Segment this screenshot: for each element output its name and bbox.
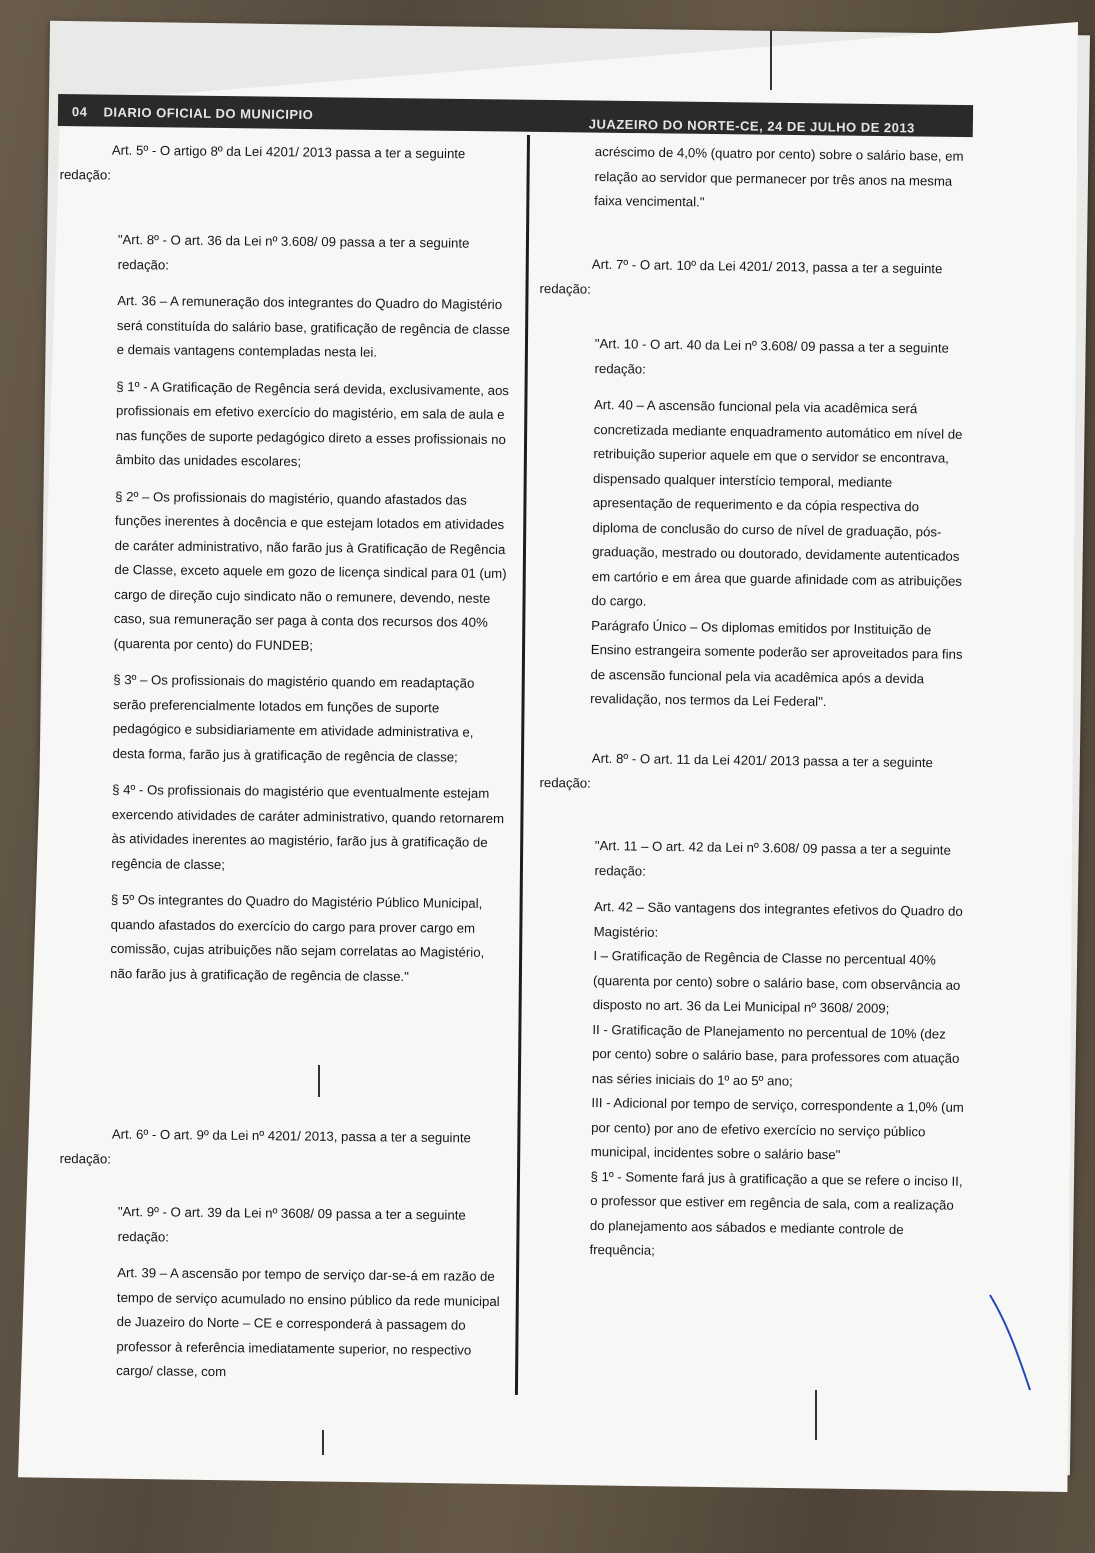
right-column-art39-cont xyxy=(594,140,970,218)
art36-paragraph-4: § 4º - Os profissionais do magistério que eventualmente estejam exercendo atividades de caráter administrativo, quando retornarem às atividades inerentes ao magistério, farão jus à gratificação de regência de classe; xyxy=(111,781,505,872)
location-date: JUAZEIRO DO NORTE-CE, 24 DE JULHO DE 2013 xyxy=(588,116,915,136)
paragraph-art5-intro: Art. 5º - O artigo 8º da Lei 4201/ 2013 passa a ter a seguinte redação: xyxy=(59,142,466,183)
art36-paragraph-5: § 5º Os integrantes do Quadro do Magistério Público Municipal, quando afastados do exercício do cargo para prover cargo em comissão, cujas atribuições não sejam correlatas ao Magistério, não farão jus à gratificação de regência de classe." xyxy=(110,891,485,984)
quote-art9-head: "Art. 9º - O art. 39 da Lei nº 3608/ 09 passa a ter a seguinte redação: xyxy=(117,1203,466,1245)
art40-sole-paragraph: Parágrafo Único – Os diplomas emitidos por Instituição de Ensino estrangeira somente poderão ser aproveitados para fins de ascensão funcional pela via acadêmica após a devida revalidação, nos termos da Lei Federal". xyxy=(590,617,963,710)
art36-paragraph-1: § 1º - A Gratificação de Regência será devida, exclusivamente, aos profissionais em efetivo exercício do magistério, em sala de aula e nas funções de suporte pedagógico direto a esses profissionais no âmbito das unidades escolares; xyxy=(115,378,510,469)
art39-continuation: acréscimo de 4,0% (quatro por cento) sobre o salário base, em relação ao servidor que permanecer por três anos na mesma faixa vencimental." xyxy=(594,143,964,210)
art40-caput: Art. 40 – A ascensão funcional pela via acadêmica será concretizada mediante enquadramento automático em nível de retribuição superior aquele em que o servidor se encontrava, dispensado qualquer interstício temporal, mediante apresentação de requerimento e da cópia respectiva do diploma de conclusão do curso de nível de graduação, pós-graduação, mestrado ou doutorado, devidamente autenticados em cartório e em área que guarde afinidade com as atribuições do cargo. xyxy=(591,396,963,609)
quote-art8-head: "Art. 8º - O art. 36 da Lei nº 3.608/ 09 passa a ter a seguinte redação: xyxy=(117,231,470,273)
right-column-art8 xyxy=(539,746,970,801)
quote-art11-head: "Art. 11 – O art. 42 da Lei nº 3.608/ 09 passa a ter a seguinte redação: xyxy=(594,837,951,879)
art42-caput: Art. 42 – São vantagens dos integrantes efetivos do Quadro do Magistério: xyxy=(593,898,963,940)
bleed-through-mark xyxy=(770,30,772,90)
art36-paragraph-3: § 3º – Os profissionais do magistério quando em readaptação serão preferencialmente lotados em funções de suporte pedagógico e subsidiariamente em atividade administrativa e, desta forma, farão jus à gratificação de regência de classe; xyxy=(112,671,475,765)
art36-paragraph-2: § 2º – Os profissionais do magistério, quando afastados das funções inerentes à docência e que estejam lotados em atividades de caráter administrativo, não farão jus à Gratificação de Regência de Classe, exceto aquele em gozo de licença sindical para 01 (um) cargo de direção cujo sindicato não o remunere, devendo, neste caso, sua remuneração ser paga à conta dos recursos dos 40% (quarenta por cento) do FUNDEB; xyxy=(113,488,507,653)
left-column-art6 xyxy=(59,1122,514,1176)
quote-art10-head: "Art. 10 - O art. 40 da Lei nº 3.608/ 09 passa a ter a seguinte redação: xyxy=(594,335,949,377)
left-column-quote xyxy=(110,228,513,990)
right-column-art7 xyxy=(539,252,970,307)
art42-item-i: I – Gratificação de Regência de Classe no percentual 40% (quarenta por cento) sobre o salário base, com observância ao disposto no art. 36 da Lei Municipal nº 3608/ 2009; xyxy=(592,947,961,1016)
art42-item-ii: II - Gratificação de Planejamento no percentual de 10% (dez por cento) sobre o salário base, para professores com atuação nas séries iniciais do 1º ao 5º ano; xyxy=(591,1021,960,1089)
art42-paragraph-1: § 1º - Somente fará jus à gratificação a que se refere o inciso II, o professor que estiver em regência de sala, com a realização do planejamento aos sábados e mediante controle de frequência; xyxy=(589,1168,963,1258)
paragraph-art8-intro: Art. 8º - O art. 11 da Lei 4201/ 2013 passa a ter a seguinte redação: xyxy=(539,750,933,791)
page-number: 04 xyxy=(71,104,88,120)
blue-pen-mark xyxy=(985,1290,1045,1400)
left-column-quote-art9 xyxy=(116,1200,513,1388)
paragraph-art6-intro: Art. 6º - O art. 9º da Lei nº 4201/ 2013, passa a ter a seguinte redação: xyxy=(59,1126,471,1167)
paragraph-art7-intro: Art. 7º - O art. 10º da Lei 4201/ 2013, passa a ter a seguinte redação: xyxy=(539,256,943,297)
bleed-through-mark xyxy=(815,1390,817,1440)
right-column-quote-art10 xyxy=(590,332,970,716)
left-column xyxy=(59,138,514,192)
art42-item-iii: III - Adicional por tempo de serviço, correspondente a 1,0% (um por cento) por ano de efetivo exercício no serviço público municipal, incidentes sobre o salário base" xyxy=(590,1094,964,1163)
art39-caput: Art. 39 – A ascensão por tempo de serviço dar-se-á em razão de tempo de serviço acumulado no ensino público da rede municipal de Juazeiro do Norte – CE e corresponderá à passagem do professor à referência imediatamente superior, no respectivo cargo/ classe, com xyxy=(116,1264,500,1380)
art36-caput: Art. 36 – A remuneração dos integrantes do Quadro do Magistério será constituída do salário base, gratificação de regência de classe e demais vantagens contempladas nesta lei. xyxy=(116,292,510,360)
gazette-title: DIARIO OFICIAL DO MUNICIPIO xyxy=(103,104,314,123)
bleed-through-mark xyxy=(322,1430,324,1455)
bleed-through-mark xyxy=(318,1065,320,1097)
right-column-quote-art11 xyxy=(589,834,970,1267)
